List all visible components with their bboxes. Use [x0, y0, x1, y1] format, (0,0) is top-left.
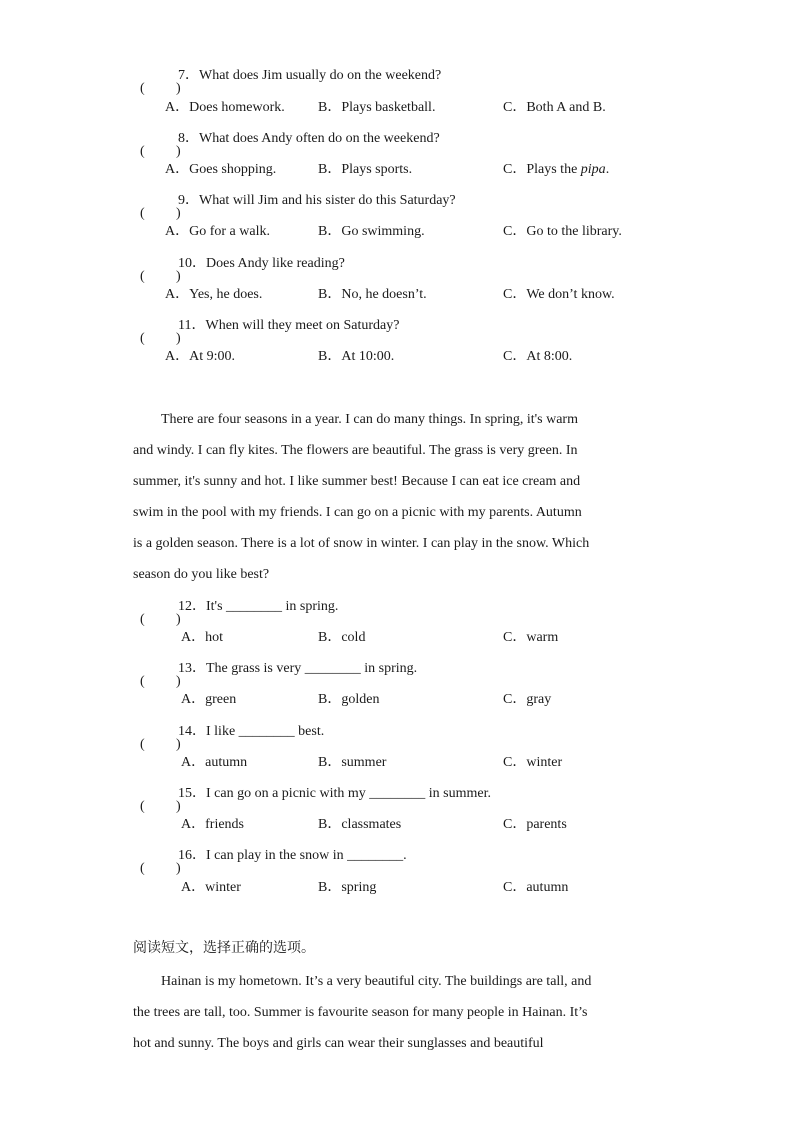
- option-letter: B．: [318, 224, 342, 239]
- question-stem: Does Andy like reading?: [206, 256, 345, 271]
- question-14: [140, 722, 325, 752]
- option-letter: B．: [318, 817, 342, 832]
- option-text: At 8:00.: [526, 349, 573, 364]
- option-letter: A．: [165, 224, 190, 239]
- option-8a: [165, 160, 276, 180]
- option-8c: [503, 160, 609, 180]
- option-text: gray: [526, 692, 552, 707]
- option-7c: [503, 98, 606, 118]
- paren-right: ): [176, 331, 181, 346]
- option-13c: [503, 690, 551, 710]
- option-letter: C．: [503, 100, 527, 115]
- question-stem: I can go on a picnic with my ________ in summer.: [206, 786, 492, 801]
- option-14b: [318, 753, 386, 773]
- question-stem: The grass is very ________ in spring.: [206, 661, 418, 676]
- option-letter: A．: [181, 817, 206, 832]
- question-8: [140, 129, 440, 159]
- option-12b: [318, 628, 365, 648]
- option-letter: A．: [165, 349, 190, 364]
- section-heading: 阅读短文，选择正确的选项。: [133, 940, 315, 956]
- question-stem: What will Jim and his sister do this Saturday?: [199, 193, 456, 208]
- option-8b: [318, 160, 412, 180]
- option-15b: [318, 815, 401, 835]
- question-stem: It's ________ in spring.: [206, 599, 339, 614]
- option-letter: A．: [165, 162, 190, 177]
- paren-right: ): [176, 206, 181, 221]
- question-text: [178, 254, 345, 274]
- option-text: warm: [526, 630, 559, 645]
- option-text: winter: [526, 755, 563, 770]
- paren-right: ): [176, 81, 181, 96]
- option-text: Go to the library.: [526, 224, 622, 239]
- question-number: 15．: [178, 786, 206, 801]
- option-7b: [318, 98, 435, 118]
- option-text: golden: [341, 692, 380, 707]
- question-9: [140, 191, 456, 221]
- option-letter: B．: [318, 880, 342, 895]
- option-text: At 10:00.: [341, 349, 395, 364]
- option-letter: A．: [165, 100, 190, 115]
- option-letter: C．: [503, 349, 527, 364]
- paren-right: ): [176, 799, 181, 814]
- option-letter: A．: [181, 755, 206, 770]
- question-number: 9．: [178, 193, 199, 208]
- option-14a: [181, 753, 247, 773]
- passage-line: and windy. I can fly kites. The flowers are beautiful. The grass is very green. In: [133, 443, 578, 458]
- question-stem: I can play in the snow in ________.: [206, 848, 407, 863]
- option-text: friends: [205, 817, 245, 832]
- option-text: Does homework.: [189, 100, 285, 115]
- option-letter: C．: [503, 224, 527, 239]
- question-10: [140, 254, 345, 284]
- question-number: 16．: [178, 848, 206, 863]
- option-text: Goes shopping.: [189, 162, 277, 177]
- option-text: No, he doesn’t.: [341, 287, 427, 302]
- option-15c: [503, 815, 567, 835]
- option-letter: B．: [318, 162, 342, 177]
- option-letter: B．: [318, 755, 342, 770]
- option-letter: A．: [165, 287, 190, 302]
- question-number: 13．: [178, 661, 206, 676]
- question-text: [178, 784, 491, 804]
- option-14c: [503, 753, 562, 773]
- question-stem: What does Jim usually do on the weekend?: [199, 68, 442, 83]
- paren-right: ): [176, 861, 181, 876]
- question-number: 14．: [178, 724, 206, 739]
- option-letter: B．: [318, 692, 342, 707]
- option-letter: A．: [181, 692, 206, 707]
- hainan-passage: [133, 966, 658, 1059]
- question-7: [140, 66, 442, 96]
- question-12: [140, 597, 339, 627]
- option-text: winter: [205, 880, 241, 895]
- option-16b: [318, 878, 376, 898]
- paren-left: (: [140, 269, 145, 284]
- question-stem: I like ________ best.: [206, 724, 325, 739]
- option-9b: [318, 222, 425, 242]
- option-12a: [181, 628, 223, 648]
- option-text: Plays sports.: [341, 162, 413, 177]
- paren-right: ): [176, 737, 181, 752]
- option-text: autumn: [205, 755, 248, 770]
- option-10a: [165, 285, 262, 305]
- paren-left: (: [140, 674, 145, 689]
- option-letter: C．: [503, 817, 527, 832]
- paren-left: (: [140, 737, 145, 752]
- question-number: 11．: [178, 318, 206, 333]
- option-15a: [181, 815, 244, 835]
- paren-left: (: [140, 612, 145, 627]
- question-text: [178, 191, 456, 211]
- passage-line: is a golden season. There is a lot of snow in winter. I can play in the snow. Which: [133, 536, 590, 551]
- option-text: parents: [526, 817, 567, 832]
- option-text: We don’t know.: [526, 287, 615, 302]
- question-text: [178, 316, 399, 336]
- option-text: Yes, he does.: [189, 287, 263, 302]
- question-text: [178, 597, 338, 617]
- option-text: At 9:00.: [189, 349, 236, 364]
- question-number: 12．: [178, 599, 206, 614]
- option-11c: [503, 347, 572, 367]
- passage-line: swim in the pool with my friends. I can go on a picnic with my parents. Autumn: [133, 505, 582, 520]
- passage-line: the trees are tall, too. Summer is favourite season for many people in Hainan. It’s: [133, 1005, 588, 1020]
- question-16: [140, 846, 407, 876]
- option-text: autumn: [526, 880, 569, 895]
- option-7a: [165, 98, 285, 118]
- paren-left: (: [140, 81, 145, 96]
- option-letter: B．: [318, 349, 342, 364]
- option-11b: [318, 347, 394, 367]
- question-text: [178, 846, 407, 866]
- question-number: 10．: [178, 256, 206, 271]
- seasons-passage: [133, 404, 658, 590]
- question-text: [178, 659, 417, 679]
- option-text: Go for a walk.: [189, 224, 270, 239]
- passage-line: season do you like best?: [133, 567, 270, 582]
- question-number: 7．: [178, 68, 199, 83]
- paren-left: (: [140, 799, 145, 814]
- passage-text: Hainan is my hometown. It’s a very beautiful city. The buildings are tall, and: [161, 974, 592, 989]
- question-stem: When will they meet on Saturday?: [205, 318, 400, 333]
- option-letter: C．: [503, 630, 527, 645]
- option-text: green: [205, 692, 237, 707]
- option-16c: [503, 878, 568, 898]
- question-text: [178, 66, 441, 86]
- option-text: Plays basketball.: [341, 100, 436, 115]
- paren-left: (: [140, 206, 145, 221]
- passage-line: summer, it's sunny and hot. I like summer best! Because I can eat ice cream and: [133, 474, 581, 489]
- option-text: summer: [341, 755, 387, 770]
- option-11a: [165, 347, 235, 367]
- option-9c: [503, 222, 622, 242]
- option-text: cold: [341, 630, 366, 645]
- option-letter: C．: [503, 287, 527, 302]
- option-letter: C．: [503, 162, 527, 177]
- option-letter: C．: [503, 755, 527, 770]
- question-text: [178, 129, 440, 149]
- option-10b: [318, 285, 427, 305]
- option-13b: [318, 690, 379, 710]
- option-10c: [503, 285, 615, 305]
- option-9a: [165, 222, 270, 242]
- paren-left: (: [140, 331, 145, 346]
- paren-right: ): [176, 144, 181, 159]
- paren-left: (: [140, 144, 145, 159]
- question-13: [140, 659, 418, 689]
- question-15: [140, 784, 492, 814]
- passage-text: There are four seasons in a year. I can do many things. In spring, it's warm: [161, 412, 578, 427]
- option-12c: [503, 628, 558, 648]
- option-letter: C．: [503, 880, 527, 895]
- paren-right: ): [176, 674, 181, 689]
- paren-left: (: [140, 861, 145, 876]
- option-text: classmates: [341, 817, 402, 832]
- paren-right: ): [176, 269, 181, 284]
- option-letter: A．: [181, 630, 206, 645]
- passage-line: [133, 404, 658, 435]
- option-text: hot: [205, 630, 224, 645]
- question-11: [140, 316, 400, 346]
- option-text: Both A and B.: [526, 100, 606, 115]
- question-number: 8．: [178, 131, 199, 146]
- question-stem: What does Andy often do on the weekend?: [199, 131, 440, 146]
- option-13a: [181, 690, 236, 710]
- option-letter: B．: [318, 630, 342, 645]
- passage-line: [133, 966, 658, 997]
- paren-right: ): [176, 612, 181, 627]
- option-letter: B．: [318, 100, 342, 115]
- option-letter: A．: [181, 880, 206, 895]
- passage-line: hot and sunny. The boys and girls can wear their sunglasses and beautiful: [133, 1036, 544, 1051]
- option-letter: C．: [503, 692, 527, 707]
- option-letter: B．: [318, 287, 342, 302]
- option-text: Plays the pipa.: [526, 162, 610, 177]
- option-16a: [181, 878, 241, 898]
- question-text: [178, 722, 324, 742]
- option-text: spring: [341, 880, 377, 895]
- option-text: Go swimming.: [341, 224, 425, 239]
